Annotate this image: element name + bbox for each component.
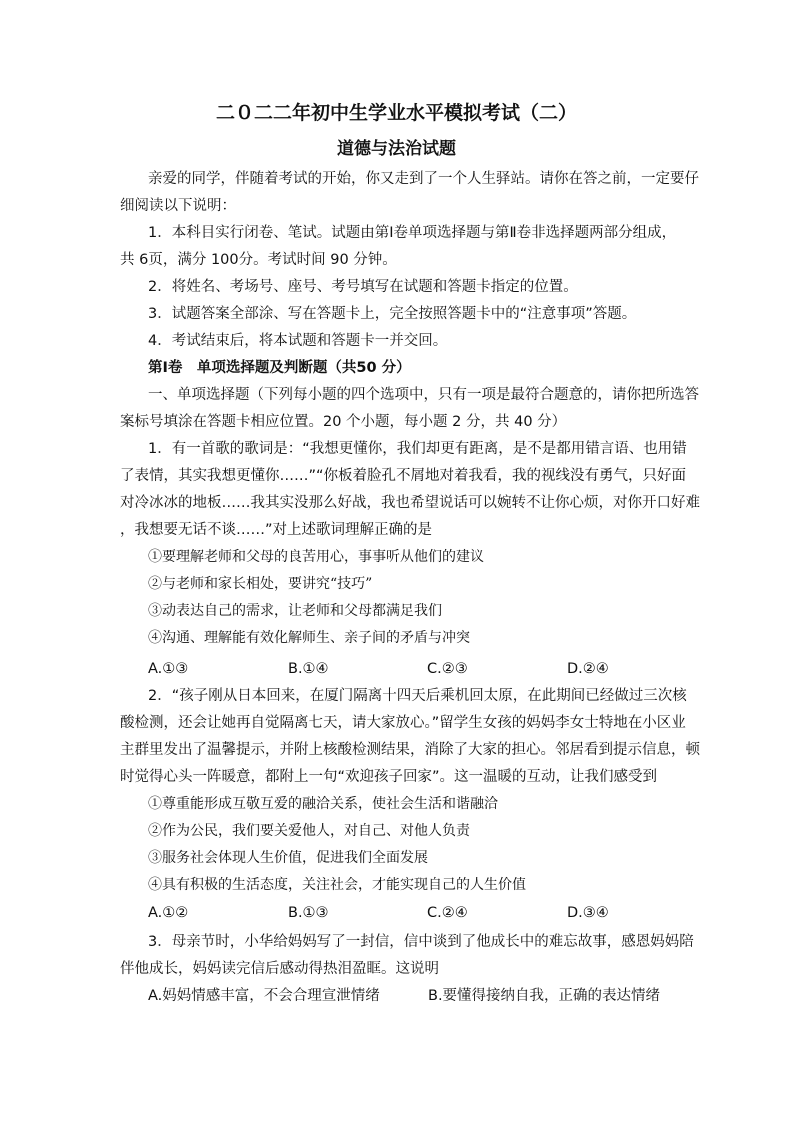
part-instruction-line: 一、单项选择题（下列每小题的四个选项中，只有一项是最符合题意的，请你把所选答 bbox=[148, 387, 699, 403]
question-1-stem: ，我想要无话不谈……”对上述歌词理解正确的是 bbox=[120, 522, 433, 538]
question-1-option-c: C.②③ bbox=[427, 661, 468, 677]
question-2-item: ①尊重能形成互敬互爱的融洽关系，使社会生活和谐融洽 bbox=[148, 796, 498, 812]
question-3-option-a: A.妈妈情感丰富，不会合理宣泄情绪 bbox=[148, 988, 380, 1004]
question-3-stem: 3．母亲节时，小华给妈妈写了一封信，信中谈到了他成长中的难忘故事，感恩妈妈陪 bbox=[148, 934, 694, 950]
question-1-option-b: B.①④ bbox=[288, 661, 329, 677]
instruction-line: 2．将姓名、考场号、座号、考号填写在试题和答题卡指定的位置。 bbox=[148, 279, 578, 295]
question-1-item: ④沟通、理解能有效化解师生、亲子间的矛盾与冲突 bbox=[148, 630, 470, 646]
question-2-option-b: B.①③ bbox=[288, 905, 329, 921]
question-2-option-a: A.①② bbox=[148, 905, 189, 921]
intro-line: 亲爱的同学，伴随着考试的开始，你又走到了一个人生驿站。请你在答之前，一定要仔 bbox=[148, 171, 699, 187]
question-1-option-a: A.①③ bbox=[148, 661, 189, 677]
instruction-line: 1．本科目实行闭卷、笔试。试题由第Ⅰ卷单项选择题与第Ⅱ卷非选择题两部分组成， bbox=[148, 225, 677, 241]
question-1-item: ③动表达自己的需求，让老师和父母都满足我们 bbox=[148, 603, 442, 619]
instruction-line: 4．考试结束后，将本试题和答题卡一并交回。 bbox=[148, 333, 448, 349]
intro-line: 细阅读以下说明： bbox=[120, 198, 236, 214]
section-heading: 第Ⅰ卷 单项选择题及判断题（共50 分） bbox=[148, 360, 411, 376]
question-2-item: ②作为公民，我们要关爱他人，对自己、对他人负责 bbox=[148, 823, 470, 839]
instruction-line: 3．试题答案全部涂、写在答题卡上，完全按照答题卡中的“注意事项”答题。 bbox=[148, 306, 637, 322]
question-2-option-d: D.③④ bbox=[567, 905, 609, 921]
question-2-option-c: C.②④ bbox=[427, 905, 468, 921]
question-3-stem: 伴他成长，妈妈读完信后感动得热泪盈眶。这说明 bbox=[120, 961, 439, 977]
question-2-stem: 酸检测，还会让她再自觉隔离七天，请大家放心。”留学生女孩的妈妈李女士特地在小区业 bbox=[120, 715, 686, 731]
question-1-item: ②与老师和家长相处，要讲究“技巧” bbox=[148, 576, 373, 592]
instruction-line: 共 6页，满分 100分。考试时间 90 分钟。 bbox=[120, 252, 397, 268]
question-3-option-b: B.要懂得接纳自我，正确的表达情绪 bbox=[428, 988, 661, 1004]
question-2-stem: 时觉得心头一阵暖意，都附上一句“欢迎孩子回家”。这一温暖的互动，让我们感受到 bbox=[120, 769, 658, 785]
question-1-stem: 了表情，其实我想更懂你……”“你板着脸孔不屑地对着我看，我的视线没有勇气，只好面 bbox=[120, 468, 687, 484]
question-1-stem: 对冷冰冰的地板……我其实没那么好战，我也希望说话可以婉转不让你心烦，对你开口好难 bbox=[120, 495, 700, 511]
question-2-item: ④具有积极的生活态度，关注社会，才能实现自己的人生价值 bbox=[148, 877, 526, 893]
exam-subtitle: 道德与法治试题 bbox=[337, 139, 456, 159]
question-2-stem: 主群里发出了温馨提示，并附上核酸检测结果，消除了大家的担心。邻居看到提示信息，顿 bbox=[120, 742, 700, 758]
question-2-stem: 2．“孩子刚从日本回来，在厦门隔离十四天后乘机回太原，在此期间已经做过三次核 bbox=[148, 688, 687, 704]
part-instruction-line: 案标号填涂在答题卡相应位置。20 个小题，每小题 2 分，共 40 分） bbox=[120, 414, 567, 430]
question-1-option-d: D.②④ bbox=[567, 661, 609, 677]
question-1-stem: 1．有一首歌的歌词是：“我想更懂你，我们却更有距离，是不是都用错言语、也用错 bbox=[148, 441, 687, 457]
exam-title: 二０二二年初中生学业水平模拟考试（二） bbox=[215, 102, 577, 124]
question-1-item: ①要理解老师和父母的良苦用心，事事听从他们的建议 bbox=[148, 549, 484, 565]
question-2-item: ③服务社会体现人生价值，促进我们全面发展 bbox=[148, 850, 428, 866]
